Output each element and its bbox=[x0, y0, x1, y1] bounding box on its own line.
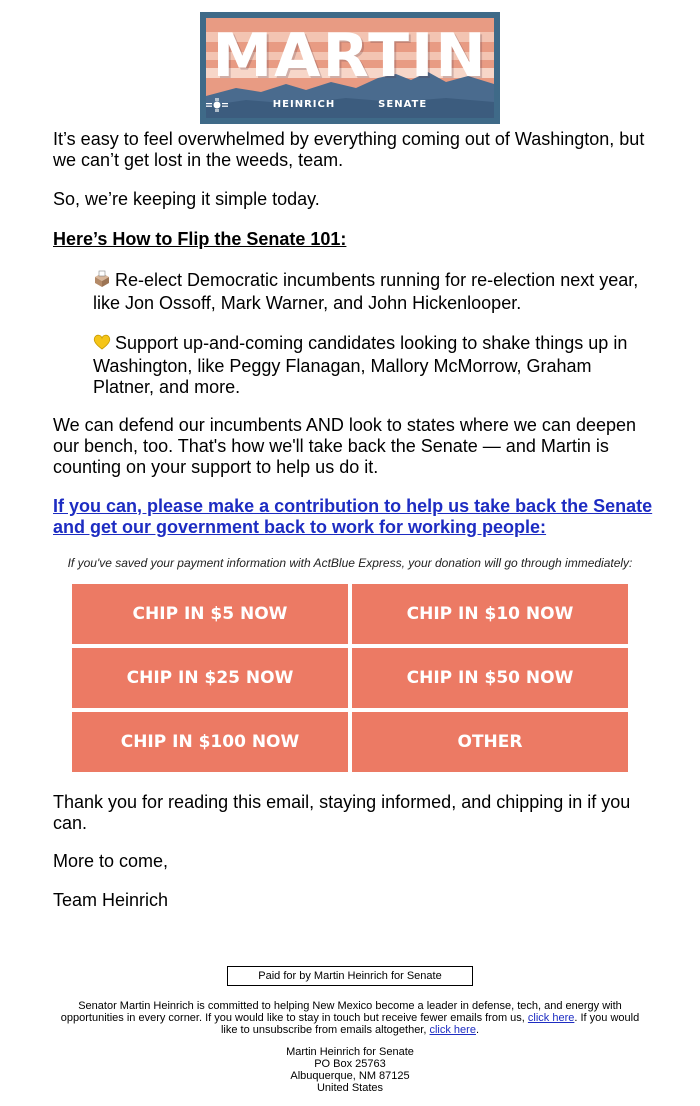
ballot-box-icon bbox=[93, 270, 111, 293]
logo-name: MARTIN bbox=[212, 21, 488, 91]
chip-in-100-button[interactable]: CHIP IN $100 NOW bbox=[72, 712, 348, 772]
logo-subtitle bbox=[206, 98, 494, 112]
legal-disclaimer bbox=[55, 1000, 645, 1036]
thanks-paragraph: Thank you for reading this email, staying informed, and chipping in if you can. bbox=[53, 792, 631, 833]
chip-in-50-button[interactable]: CHIP IN $50 NOW bbox=[352, 648, 628, 708]
list-item-text: Support up-and-coming candidates looking to shake things up in Washington, like Peggy Flanagan, Mallory McMorrow, Graham Platner, and more. bbox=[93, 333, 628, 397]
other-amount-button[interactable]: OTHER bbox=[352, 712, 628, 772]
address-line: PO Box 25763 bbox=[314, 1058, 386, 1070]
chip-in-25-button[interactable]: CHIP IN $25 NOW bbox=[72, 648, 348, 708]
address-line: United States bbox=[316, 1082, 384, 1094]
chip-in-5-button[interactable]: CHIP IN $5 NOW bbox=[72, 584, 348, 644]
fewer-emails-link[interactable]: click here bbox=[527, 1012, 575, 1024]
closing-line: More to come, bbox=[53, 851, 169, 871]
campaign-logo bbox=[200, 12, 500, 124]
legal-text: . If you would like to unsubscribe from emails altogether, bbox=[220, 1012, 640, 1036]
yellow-heart-icon bbox=[93, 333, 111, 356]
list-item-text: Re-elect Democratic incumbents running for re-election next year, like Jon Ossoff, Mark Warner, and John Hickenlooper. bbox=[93, 270, 639, 313]
defend-paragraph: We can defend our incumbents AND look to states where we can deepen our bench, too. That's how we'll take back the Senate — and Martin is counting on your support to help us do it. bbox=[53, 415, 637, 477]
address-line: Albuquerque, NM 87125 bbox=[290, 1070, 410, 1082]
legal-text: Senator Martin Heinrich is committed to helping New Mexico become a leader in defense, tech, and energy with opportunities in every corner. If you would like to stay in touch but receive fewer emails from us, bbox=[60, 1000, 622, 1024]
intro-paragraph: It’s easy to feel overwhelmed by everything coming out of Washington, but we can’t get lost in the weeds, team. bbox=[53, 129, 645, 170]
logo-left-text: HEINRICH bbox=[272, 99, 336, 110]
address-line: Martin Heinrich for Senate bbox=[286, 1046, 414, 1058]
chip-in-10-button[interactable]: CHIP IN $10 NOW bbox=[352, 584, 628, 644]
legal-text: . bbox=[475, 1024, 480, 1036]
signature: Team Heinrich bbox=[53, 890, 169, 910]
paid-for-by-box: Paid for by Martin Heinrich for Senate bbox=[227, 966, 473, 986]
simple-paragraph: So, we’re keeping it simple today. bbox=[53, 189, 320, 209]
list-item bbox=[93, 270, 653, 314]
list-item bbox=[93, 333, 653, 398]
unsubscribe-link[interactable]: click here bbox=[429, 1024, 476, 1036]
logo-right-text: SENATE bbox=[378, 99, 428, 110]
contribution-link[interactable]: If you can, please make a contribution to help us take back the Senate and get our government back to work for working people: bbox=[53, 496, 653, 537]
mailing-address bbox=[0, 1046, 700, 1094]
section-heading: Here’s How to Flip the Senate 101: bbox=[53, 229, 347, 249]
actblue-note: If you've saved your payment information with ActBlue Express, your donation will go through immediately: bbox=[67, 556, 633, 570]
